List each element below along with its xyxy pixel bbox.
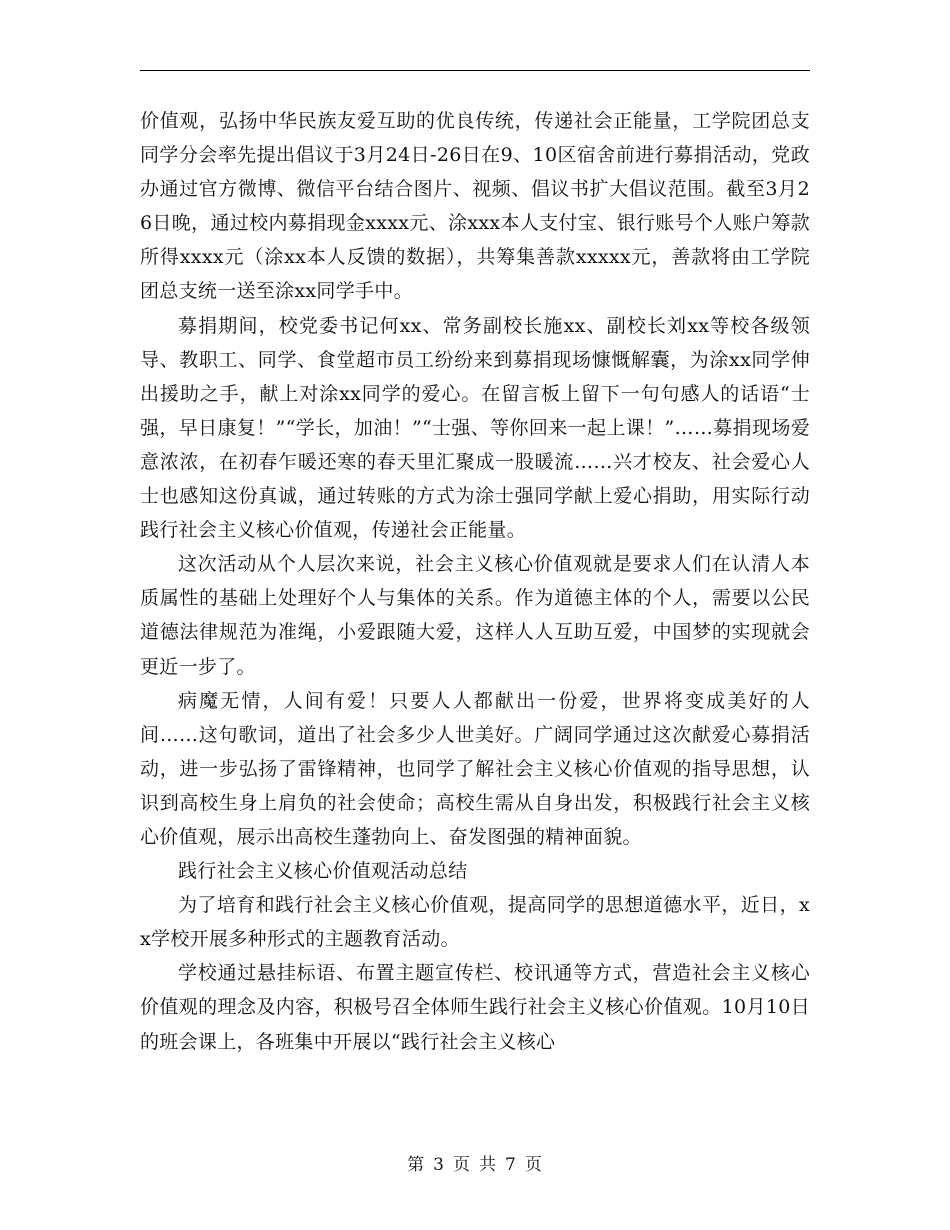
footer-total-pages: 7 (505, 1155, 517, 1175)
paragraph-6: 学校通过悬挂标语、布置主题宣传栏、校讯通等方式，营造社会主义核心价值观的理念及内容，积极号召全体师生践行社会主义核心价值观。10月10日的班会课上，各班集中开展以“践行社会主义核心 (140, 962, 810, 1053)
paragraph-2: 募捐期间，校党委书记何xx、常务副校长施xx、副校长刘xx等校各级领导、教职工、同学、食堂超市员工纷纷来到募捐现场慷慨解囊，为涂xx同学伸出援助之手，献上对涂xx同学的爱心。在留言板上留下一句句感人的话语“士强，早日康复！”“学长，加油！”“士强、等你回来一起上课！”……募捐现场爱意浓浓，在初春乍暖还寒的春天里汇聚成一股暖流……兴才校友、社会爱心人士也感知这份真诚，通过转账的方式为涂士强同学献上爱心捐助，用实际行动践行社会主义核心价值观，传递社会正能量。 (140, 314, 810, 542)
footer-label-di: 第 (407, 1155, 426, 1175)
header-rule (140, 70, 810, 71)
footer-label-gong: 共 (479, 1155, 497, 1175)
page-number-footer (0, 1150, 950, 1175)
paragraph-3: 这次活动从个人层次来说，社会主义核心价值观就是要求人们在认清人本质属性的基础上处理好个人与集体的关系。作为道德主体的个人，需要以公民道德法律规范为准绳，小爱跟随大爱，这样人人互助互爱，中国梦的实现就会更近一步了。 (140, 553, 810, 678)
document-body (140, 104, 810, 1059)
footer-label-ye: 页 (453, 1155, 471, 1175)
paragraph-5: 为了培育和践行社会主义核心价值观，提高同学的思想道德水平，近日，xx学校开展多种形式的主题教育活动。 (140, 894, 810, 951)
paragraph-1: 价值观，弘扬中华民族友爱互助的优良传统，传递社会正能量，工学院团总支同学分会率先提出倡议于3月24日-26日在9、10区宿舍前进行募捐活动，党政办通过官方微博、微信平台结合图片、视频、倡议书扩大倡议范围。截至3月26日晚，通过校内募捐现金xxxx元、涂xxx本人支付宝、银行账号个人账户筹款所得xxxx元（涂xx本人反馈的数据），共筹集善款xxxxx元，善款将由工学院团总支统一送至涂xx同学手中。 (140, 110, 810, 303)
paragraph-4: 病魔无情，人间有爱！只要人人都献出一份爱，世界将变成美好的人间……这句歌词，道出了社会多少人世美好。广阔同学通过这次献爱心募捐活动，进一步弘扬了雷锋精神，也同学了解社会主义核心价值观的指导思想，认识到高校生身上肩负的社会使命；高校生需从自身出发，积极践行社会主义核心价值观，展示出高校生蓬勃向上、奋发图强的精神面貌。 (140, 689, 810, 848)
footer-current-page: 3 (433, 1155, 445, 1175)
section-title: 践行社会主义核心价值观活动总结 (178, 860, 468, 883)
footer-label-ye2: 页 (524, 1155, 543, 1175)
